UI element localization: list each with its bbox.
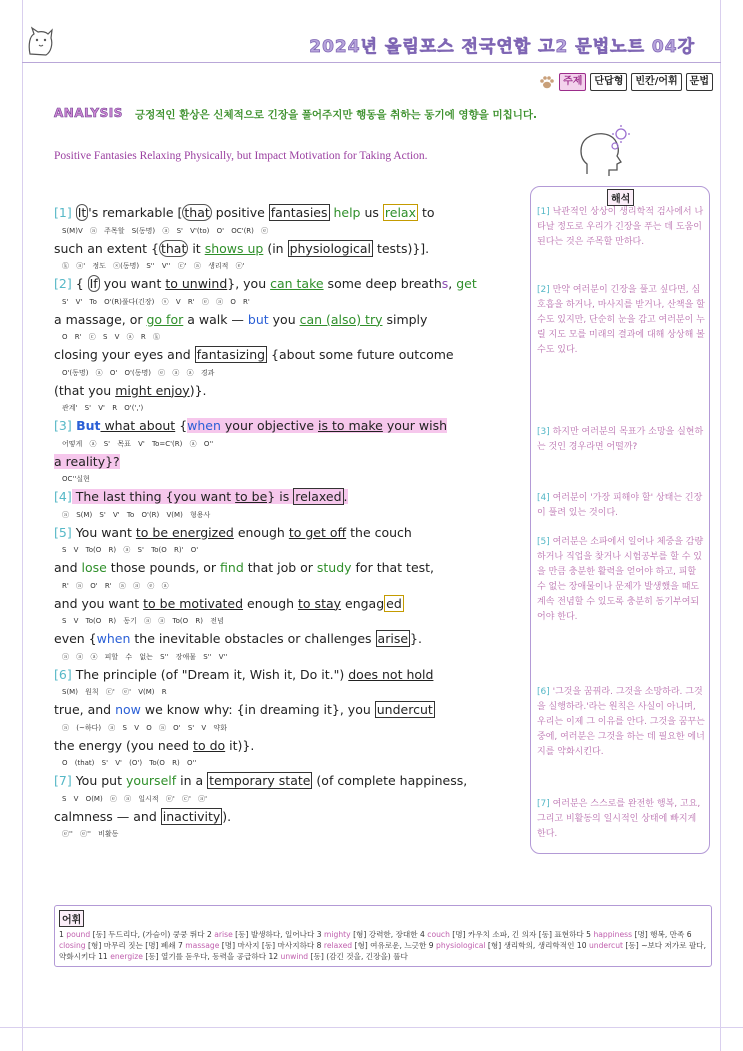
gloss-row: O (that) S' V' (O') To(O R) O'' xyxy=(62,759,197,767)
analysis-summary: 긍정적인 환상은 신체적으로 긴장을 풀어주지만 행동을 취하는 동기에 영향을 미칩니다. xyxy=(135,109,538,121)
thinking-head-icon xyxy=(575,124,635,180)
tab-topic[interactable]: 주제 xyxy=(559,73,586,91)
tab-grammar[interactable]: 문법 xyxy=(686,73,713,91)
gloss-row: ⓐ (~하다) ⓐ S V O ⓐ O' S' V 약화 xyxy=(62,723,227,732)
page-border-left xyxy=(22,0,23,1051)
gloss-row: R' ⓐ O' R' ⓐ ⓐ ⓔ ⓐ xyxy=(62,581,169,590)
tab-blank-vocab[interactable]: 빈칸/어휘 xyxy=(631,73,681,91)
gloss-row: O R' ⓒ S V ⓐ R ⓚ xyxy=(62,333,160,341)
sentence-4-line-1: [4] The last thing {you want to be} is relaxed . xyxy=(54,489,348,504)
sentence-3-line-1: [3] But what about {when your objective is to make your wish xyxy=(54,418,448,433)
sentence-2-line-2: a massage, or go for a walk — but you can (also) try simply xyxy=(54,311,428,327)
tab-short-answer[interactable]: 단답형 xyxy=(590,73,627,91)
sentence-number: [5] xyxy=(54,524,72,540)
page-title: 2024년 올림포스 전국연합 고2 문법노트 04강 xyxy=(309,37,695,57)
sentence-3-line-2: a reality}? xyxy=(54,453,120,469)
analysis-label: ANALYSIS xyxy=(54,106,123,120)
sentence-1-line-1: [1] It 's remarkable [ that positive fantasies help us relax to xyxy=(54,205,435,220)
gloss-row: 어떻게 ⓐ S' 목표 V' To=C'(R) ⓐ O'' xyxy=(62,439,214,448)
translation-panel xyxy=(530,186,710,854)
translation-item: [5] 여러분은 소파에서 일어나 체중을 감량하거나 직업을 찾거나 시험공부를 할 수 있을 만큼 충분한 활력을 얻어야 하고, 피할 수 없는 장애물이나 문제가 발생했을 때도 계속 전념할 수 있도록 충분히 동기부여되어야 한다. xyxy=(537,537,704,622)
sentence-5-line-1: [5] You want to be energized enough to get off the couch xyxy=(54,524,412,540)
sentence-number: [2] xyxy=(54,276,72,291)
footer-rule xyxy=(0,1027,743,1028)
gloss-row: ⓚ ⓐ' 정도 ⓢ(동명) S'' V'' ⓒ' ⓐ 생리적 ⓔ' xyxy=(62,262,245,270)
gloss-row: S V To(O R) ⓐ S' To(O R)' O' xyxy=(62,546,199,554)
sentence-number: [3] xyxy=(54,418,72,433)
page-border-right xyxy=(720,0,721,1051)
sentence-2-line-4: (that you might enjoy)}. xyxy=(54,382,207,398)
translation-item: [2] 만약 여러분이 긴장을 풀고 싶다면, 심호흡을 하거나, 마사지를 받거나, 산책을 할 수도 있지만, 단순히 눈을 감고 여러분이 누릴 지도 모를 미래의 결과에 대해 상상해 볼 수도 있다. xyxy=(537,285,705,355)
sentence-5-line-3: and you want to be motivated enough to stay engag ed xyxy=(54,595,402,611)
sentence-2-line-3: closing your eyes and fantasizing {about some future outcome xyxy=(54,347,454,362)
gloss-row: S' V' To O'(R)풀다(긴장) ⓢ V R' ⓔ ⓐ O R' xyxy=(62,297,250,306)
cat-mascot-icon xyxy=(24,26,54,58)
sentence-1-line-2: such an extent { that it shows up (in physiological tests)}]. xyxy=(54,240,430,256)
sentence-7-line-2: calmness — and inactivity ). xyxy=(54,808,232,824)
passage-body xyxy=(54,204,524,843)
gloss-row: S(M)V ⓐ 주목할 S(동명) ⓐ S' V'(to) O' OC'(R) ⓔ xyxy=(62,226,269,235)
sentence-number: [4] xyxy=(54,489,72,504)
vocabulary-list: 1 pound [동] 두드리다, (가슴이) 쿵쿵 뛰다 2 arise [동] 발생하다, 일어나다 3 mighty [형] 강력한, 장대한 4 couch [명] 카우치 소파, 긴 의자 [동] 표현하다 5 happiness [명] 행복, 만족 6 closing [형] 마무리 짓는 [명] 폐쇄 7 massage [명] 마사지 [동] 마사지하다 8 relaxed [형] 여유로운, 느긋한 9 physiological [형] 생리학의, 생리학적인 10 undercut [동] ~보다 저가로 팔다, 약화시키다 11 energize [동] 열기를 돋우다, 동력을 공급하다 12 unwind [동] (감긴 것을, 긴장을) 풀다 xyxy=(59,930,707,961)
gloss-row: O'(동명) ⓐ O' O'(동명) ⓔ ⓐ ⓐ 경과 xyxy=(62,368,215,377)
translation-item: [1] 낙관적인 상상이 생리학적 검사에서 나타날 정도로 우리가 긴장을 푸는 데 도움이 된다는 것은 주목할 만하다. xyxy=(537,207,704,247)
gloss-row: ⓐ S(M) S' V' To O'(R) V(M) 형용사 xyxy=(62,510,211,519)
sentence-number: [1] xyxy=(54,205,72,220)
header-rule xyxy=(22,62,721,63)
gloss-row: 관계' S' V' R O'(',') xyxy=(62,404,144,412)
vocabulary-box xyxy=(54,905,712,967)
sentence-number: [7] xyxy=(54,773,72,788)
gloss-row: S V O(M) ⓔ ⓐ 일시적 ⓔ' ⓒ' ⓐ' xyxy=(62,794,208,803)
sentence-5-line-4: even {when the inevitable obstacles or challenges arise }. xyxy=(54,631,422,646)
passage-subtitle: Positive Fantasies Relaxing Physically, but Impact Motivation for Taking Action. xyxy=(54,150,428,162)
translation-title: 해석 xyxy=(607,189,634,206)
gloss-row: ⓐ ⓐ ⓐ 피할 수 없는 S'' 장애물 S'' V'' xyxy=(62,652,228,661)
translation-item: [3] 하지만 여러분의 목표가 소망을 실현하는 것인 경우라면 어떨까? xyxy=(537,427,704,452)
vocabulary-title: 어휘 xyxy=(59,910,84,927)
tab-bar xyxy=(539,73,713,91)
gloss-row: S(M) 원칙 ⓒ' ⓔ' V(M) R xyxy=(62,688,167,696)
sentence-6-line-3: the energy (you need to do it)}. xyxy=(54,737,255,753)
sentence-6-line-2: true, and now we know why: {in dreaming it}, you undercut xyxy=(54,702,433,717)
paw-icon xyxy=(539,75,555,89)
translation-item: [4] 여러분이 '가장 피해야 할' 상태는 긴장이 풀려 있는 것이다. xyxy=(537,493,703,518)
sentence-7-line-1: [7] You put yourself in a temporary state (of complete happiness, xyxy=(54,773,468,788)
sentence-2-line-1: [2] { If you want to unwind}, you can take some deep breaths, get xyxy=(54,276,477,291)
translation-item: [6] '그것을 꿈꿔라. 그것을 소망하라. 그것을 실행하라.'라는 원칙은 사실이 아니며, 우리는 이제 그 이유를 안다. 그것을 꿈꾸는 중에, 여러분은 그것을 하는 데 필요한 에너지를 약화시킨다. xyxy=(537,687,705,757)
sentence-5-line-2: and lose those pounds, or find that job or study for that test, xyxy=(54,560,435,575)
translation-item: [7] 여러분은 스스로를 완전한 행복, 고요, 그리고 비활동의 일시적인 상태에 빠지게 한다. xyxy=(537,799,701,839)
sentence-6-line-1: [6] The principle (of "Dream it, Wish it, Do it.") does not hold xyxy=(54,666,434,682)
gloss-row: ⓔ'' ⓔ'' 비활동 xyxy=(62,830,119,838)
sentence-number: [6] xyxy=(54,666,72,682)
gloss-row: S V To(O R) 동기 ⓐ ⓐ To(O R) 전념 xyxy=(62,617,224,625)
gloss-row: OC''실현 xyxy=(62,475,90,483)
